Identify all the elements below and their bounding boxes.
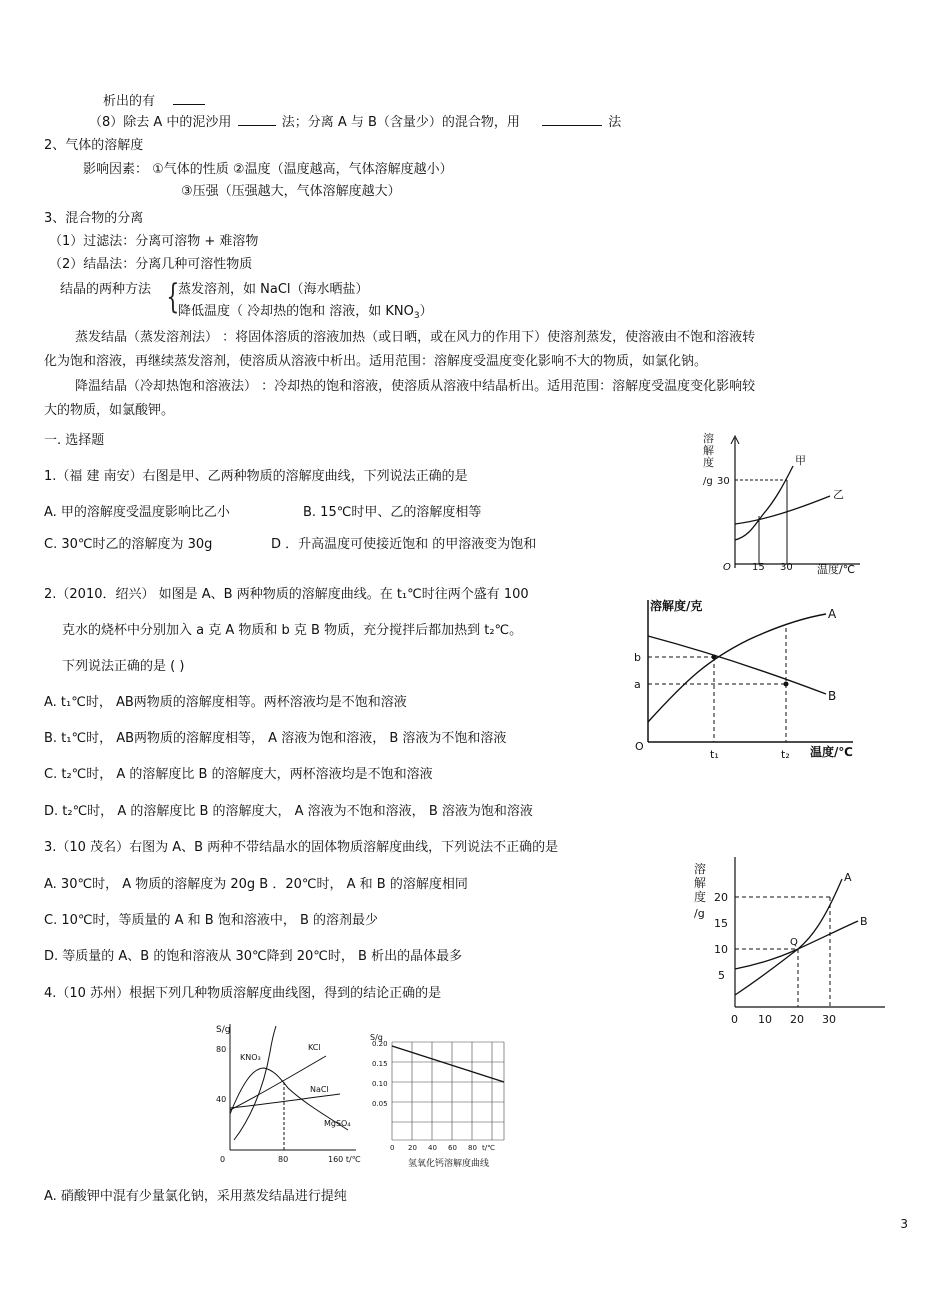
fig5-ylabel: S/g — [370, 1033, 383, 1042]
fig4-x160: 160 t/℃ — [328, 1155, 361, 1164]
item-8-text-b: 法；分离 A 与 B（含量少）的混合物，用 — [281, 115, 520, 130]
q2-stem-1: 2.（2010．绍兴） 如图是 A、B 两种物质的溶解度曲线。在 t₁℃时往两个盛有 100 — [44, 587, 529, 602]
fig2-b-tick: b — [634, 651, 641, 664]
fig3-x20: 20 — [790, 1013, 804, 1026]
q1-stem: 1.（福 建 南安）右图是甲、乙两种物质的溶解度曲线，下列说法正确的是 — [44, 469, 468, 484]
fig3-y20: 20 — [714, 891, 728, 904]
fig3-label-q: Q — [790, 937, 798, 948]
item-8-text-a: （8）除去 A 中的泥沙用 — [89, 115, 232, 130]
item-8 — [89, 113, 621, 129]
fig1-xlabel: 温度/℃ — [817, 563, 856, 576]
fig1-ylabel-1: 溶 — [703, 432, 714, 445]
fig5-y010: 0.10 — [372, 1080, 388, 1088]
fig1-ylabel-3: 度 — [703, 456, 714, 469]
heading-gas-solubility: 2、气体的溶解度 — [44, 138, 144, 153]
q2-option-d[interactable]: D. t₂℃时， A 的溶解度比 B 的溶解度大， A 溶液为不饱和溶液， B 溶液为饱和溶液 — [44, 804, 533, 819]
q2-stem-3: 下列说法正确的是 ( ) — [62, 659, 185, 674]
fig1-x15: 15 — [752, 562, 765, 573]
method-cool-end: ） — [419, 304, 433, 319]
fig2-label-b: B — [828, 689, 837, 703]
fig4-label-kcl: KCl — [308, 1043, 321, 1052]
para-evaporation-2: 化为饱和溶液，再继续蒸发溶剂，使溶质从溶液中析出。适用范围：溶解度受温度变化影响不大的物质，如氯化钠。 — [44, 354, 708, 369]
fig4-y40: 40 — [216, 1095, 227, 1104]
blank-mixture[interactable] — [542, 113, 602, 126]
figure-ab-t1-t2 — [628, 590, 863, 765]
para-cooling-2: 大的物质，如氯酸钾。 — [44, 403, 175, 418]
factors-line-1: 影响因素： ①气体的性质 ②温度（温度越高，气体溶解度越小） — [83, 162, 453, 177]
residue-text: 析出的有 — [103, 94, 156, 109]
fig1-curve-jia — [735, 466, 793, 540]
fig3-y10: 10 — [714, 943, 728, 956]
q2-option-a[interactable]: A. t₁℃时， AB两物质的溶解度相等。两杯溶液均是不饱和溶液 — [44, 695, 407, 710]
figure-jia-yi-solubility — [695, 428, 875, 578]
fig3-x10: 10 — [758, 1013, 772, 1026]
filtration-line: （1）过滤法：分离可溶物 + 难溶物 — [49, 234, 259, 249]
fig3-ylabel-4: /g — [694, 907, 705, 920]
fig2-origin: O — [635, 740, 644, 753]
fig2-t2: t₂ — [781, 748, 790, 761]
fig4-y80: 80 — [216, 1045, 227, 1054]
q1-option-d[interactable]: D ．升高温度可使接近饱和 的甲溶液变为饱和 — [271, 537, 537, 552]
para-evaporation-1: 蒸发结晶（蒸发溶剂法） ：将固体溶质的溶液加热（或日晒，或在风力的作用下）使溶剂蒸发，使溶液由不饱和溶液转 — [75, 330, 756, 345]
fig3-y15: 15 — [714, 917, 728, 930]
figure-ab-q — [690, 855, 890, 1030]
fig5-x60: 60 — [448, 1144, 457, 1152]
fig2-curve-b — [648, 636, 826, 694]
fig3-y5: 5 — [718, 969, 725, 982]
blank-residue[interactable] — [173, 92, 205, 105]
fig4-curve-kno3 — [234, 1026, 276, 1140]
fig5-x20: 20 — [408, 1144, 417, 1152]
fig3-ylabel-2: 解 — [694, 876, 707, 890]
q1-option-c[interactable]: C. 30℃时乙的溶解度为 30g — [44, 537, 213, 552]
fig3-label-b: B — [860, 915, 868, 928]
q2-option-c[interactable]: C. t₂℃时， A 的溶解度比 B 的溶解度大，两杯溶液均是不饱和溶液 — [44, 767, 433, 782]
fig2-curve-a — [648, 614, 826, 722]
method-cool — [178, 305, 433, 321]
figure-caoh2 — [370, 1032, 525, 1177]
fig3-ylabel-3: 度 — [694, 890, 707, 904]
fig2-label-a: A — [828, 607, 837, 621]
fig5-x80: 80 — [468, 1144, 477, 1152]
q1-option-b[interactable]: B. 15℃时甲、乙的溶解度相等 — [303, 505, 482, 520]
item-8-text-c: 法 — [608, 115, 622, 130]
fig4-ylabel: S/g — [216, 1025, 231, 1035]
fig5-y005: 0.05 — [372, 1100, 388, 1108]
fig2-a-tick: a — [634, 678, 641, 691]
crystallization-line: （2）结晶法：分离几种可溶性物质 — [49, 257, 253, 272]
q3-option-d[interactable]: D. 等质量的 A、B 的饱和溶液从 30℃降到 20℃时， B 析出的晶体最多 — [44, 949, 463, 964]
fig1-ylabel-2: 解 — [703, 444, 714, 457]
factors-line-2: ③压强（压强越大，气体溶解度越大） — [181, 184, 401, 199]
q1-option-a[interactable]: A. 甲的溶解度受温度影响比乙小 — [44, 505, 230, 520]
fig3-x30: 30 — [822, 1013, 836, 1026]
fig2-xlabel: 温度/℃ — [810, 745, 853, 759]
q3-option-ab[interactable]: A. 30℃时， A 物质的溶解度为 20g B ．20℃时， A 和 B 的溶解度相同 — [44, 877, 468, 892]
q3-option-c[interactable]: C. 10℃时，等质量的 A 和 B 饱和溶液中， B 的溶剂最少 — [44, 913, 379, 928]
fig3-ylabel-1: 溶 — [694, 862, 707, 876]
heading-separation: 3、混合物的分离 — [44, 211, 144, 226]
fig5-caption: 氢氧化钙溶解度曲线 — [408, 1159, 490, 1169]
page-number: 3 — [900, 1217, 908, 1231]
section-heading: 一. 选择题 — [44, 433, 105, 448]
fig4-label-kno3: KNO₃ — [240, 1053, 261, 1062]
fig4-x0: 0 — [220, 1155, 226, 1164]
fig1-label-yi: 乙 — [833, 488, 844, 501]
brace-icon: { — [166, 277, 180, 317]
fig1-x30: 30 — [780, 562, 793, 573]
q4-stem: 4.（10 苏州）根据下列几种物质溶解度曲线图，得到的结论正确的是 — [44, 986, 442, 1001]
fig4-label-nacl: NaCl — [310, 1085, 329, 1094]
fig4-label-mgso4: MgSO₄ — [324, 1119, 351, 1128]
fig3-x0: 0 — [731, 1013, 738, 1026]
fig3-label-a: A — [844, 871, 852, 884]
two-methods-label: 结晶的两种方法 — [60, 282, 152, 297]
fig5-x0: 0 — [390, 1144, 395, 1152]
figure-four-salts — [208, 1022, 363, 1167]
fig5-y015: 0.15 — [372, 1060, 388, 1068]
para-cooling-1: 降温结晶（冷却热饱和溶液法） ：冷却热的饱和溶液，使溶质从溶液中结晶析出。适用范围：溶解度受温度变化影响较 — [75, 379, 756, 394]
kno3-subscript: 3 — [413, 311, 420, 321]
fig1-y30: 30 — [717, 476, 730, 487]
fig1-origin: O — [723, 562, 731, 573]
method-cool-text: 降低温度（ 冷却热的饱和 溶液，如 KNO — [178, 304, 414, 319]
method-evaporate: 蒸发溶剂，如 NaCl（海水晒盐） — [178, 282, 369, 297]
fig1-ylabel-4: /g — [703, 476, 713, 487]
q3-stem: 3.（10 茂名）右图为 A、B 两种不带结晶水的固体物质溶解度曲线，下列说法不正确的是 — [44, 840, 559, 855]
fig2-point-b-t2 — [784, 682, 789, 687]
fig1-curve-yi — [735, 496, 830, 524]
fig2-intersection — [712, 655, 717, 660]
residue-line — [103, 92, 205, 108]
q4-option-a[interactable]: A. 硝酸钾中混有少量氯化钠，采用蒸发结晶进行提纯 — [44, 1189, 347, 1204]
fig5-x40: 40 — [428, 1144, 437, 1152]
fig2-ylabel: 溶解度/克 — [650, 599, 703, 613]
q2-option-b[interactable]: B. t₁℃时， AB两物质的溶解度相等， A 溶液为饱和溶液， B 溶液为不饱和溶液 — [44, 731, 507, 746]
fig5-xunit: t/℃ — [482, 1144, 495, 1152]
blank-mud[interactable] — [238, 113, 276, 126]
fig5-y020: 0.20 — [372, 1040, 388, 1048]
fig2-t1: t₁ — [710, 748, 719, 761]
q2-stem-2: 克水的烧杯中分别加入 a 克 A 物质和 b 克 B 物质，充分搅拌后都加热到 t₂℃。 — [62, 623, 523, 638]
fig3-curve-a — [735, 879, 842, 995]
fig1-label-jia: 甲 — [795, 454, 806, 467]
fig5-grid — [392, 1042, 504, 1140]
fig5-curve — [392, 1046, 504, 1082]
fig4-x80: 80 — [278, 1155, 289, 1164]
